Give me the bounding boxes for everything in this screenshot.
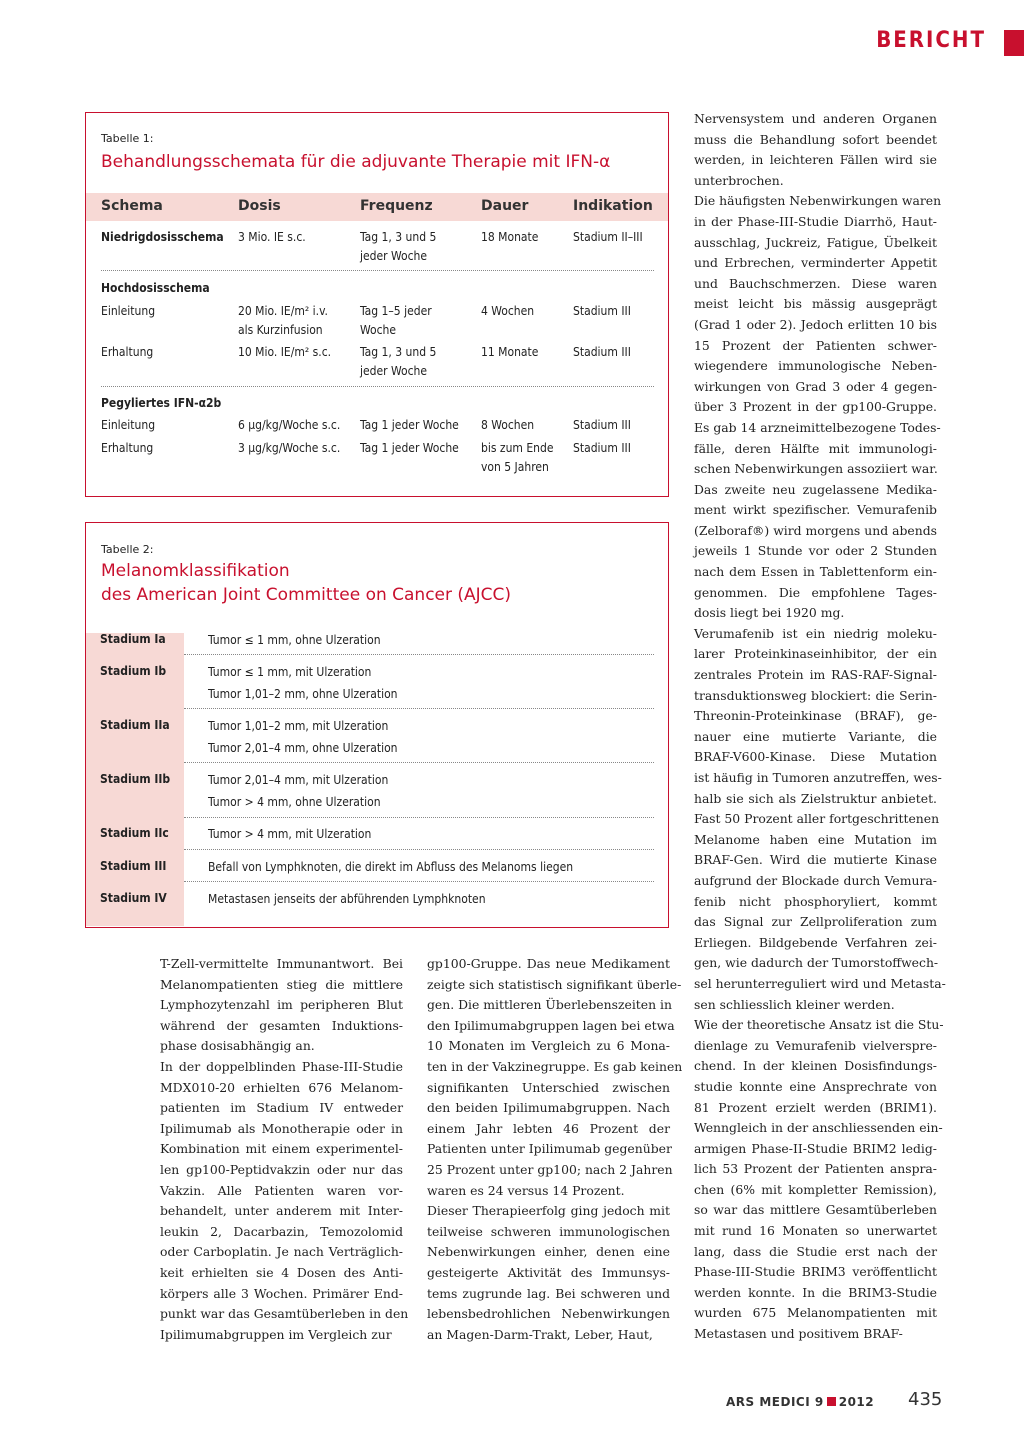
text-line: gen, wie dadurch der Tumorstoffwech- bbox=[694, 955, 939, 971]
stage-description: Tumor > 4 mm, ohne Ulzeration bbox=[208, 795, 381, 809]
text-line: Nebenwirkungen einher, denen eine bbox=[427, 1244, 670, 1260]
row-divider bbox=[101, 386, 654, 387]
text-line: Wie der theoretische Ansatz ist die Stu- bbox=[694, 1017, 944, 1033]
text-line: Es gab 14 arzneimittelbezogene Todes- bbox=[694, 419, 941, 435]
stage-description: Tumor 2,01–4 mm, mit Ulzeration bbox=[208, 773, 389, 787]
text-line: ist häufig in Tumoren anzutreffen, wes- bbox=[694, 770, 942, 785]
text-line: Kombination mit einem experimentel- bbox=[160, 1141, 403, 1157]
text-line: körpers alle 3 Wochen. Primärer End- bbox=[160, 1285, 403, 1301]
row-divider bbox=[184, 654, 654, 655]
text-line: Das zweite neu zugelassene Medika- bbox=[694, 481, 937, 497]
table-cell: Erhaltung bbox=[101, 441, 154, 455]
text-line: das Signal zur Zellproliferation zum bbox=[694, 914, 937, 930]
text-line: an Magen-Darm-Trakt, Leber, Haut, bbox=[427, 1326, 653, 1342]
text-line: tems zugrunde lag. Bei schweren und bbox=[427, 1285, 670, 1301]
text-line: len gp100-Peptidvakzin oder nur das bbox=[160, 1161, 403, 1177]
stage-label: Stadium IV bbox=[100, 891, 167, 905]
row-divider bbox=[101, 270, 654, 271]
journal-year: 2012 bbox=[838, 1395, 875, 1409]
text-line: genommen. Die empfohlene Tages- bbox=[694, 584, 937, 600]
stage-description: Tumor 2,01–4 mm, ohne Ulzeration bbox=[208, 741, 398, 755]
table1-header-row bbox=[86, 193, 668, 221]
text-line: über 3 Prozent in der gp100-Gruppe. bbox=[694, 399, 937, 415]
text-line: keit erhielten sie 4 Dosen des Anti- bbox=[160, 1264, 403, 1280]
text-line: Dieser Therapieerfolg ging jedoch mit bbox=[427, 1203, 670, 1219]
journal-title: ARS MEDICI 9 bbox=[726, 1395, 824, 1409]
text-line: lebensbedrohlichen Nebenwirkungen bbox=[427, 1306, 670, 1322]
table-cell: Tag 1 jeder Woche bbox=[360, 441, 459, 455]
section-label: BERICHT bbox=[876, 28, 986, 53]
text-line: Nervensystem und anderen Organen bbox=[694, 111, 937, 126]
text-line: patienten im Stadium IV entweder bbox=[160, 1100, 403, 1116]
table-cell: Tag 1, 3 und 5 bbox=[360, 345, 437, 359]
text-line: Patienten unter Ipilimumab gegenüber bbox=[427, 1141, 672, 1157]
table-cell: Einleitung bbox=[101, 418, 156, 432]
text-line: MDX010-20 erhielten 676 Melanom- bbox=[160, 1079, 403, 1095]
text-line: Lymphozytenzahl im peripheren Blut bbox=[160, 997, 403, 1013]
text-line: T-Zell-vermittelte Immunantwort. Bei bbox=[160, 956, 403, 971]
table-cell: jeder Woche bbox=[360, 249, 428, 263]
table2-title-line1: Melanomklassifikation bbox=[101, 561, 290, 581]
text-line: Ipilimumab als Monotherapie oder in bbox=[160, 1120, 403, 1136]
table-cell: als Kurzinfusion bbox=[238, 323, 323, 337]
table-cell: Niedrigdosisschema bbox=[101, 230, 224, 244]
text-line: Erliegen. Bildgebende Verfahren zei- bbox=[694, 934, 937, 950]
text-line: nach dem Essen in Tablettenform ein- bbox=[694, 564, 937, 580]
text-line: chen (6% mit kompletter Remission), bbox=[694, 1181, 937, 1197]
table2-box bbox=[85, 522, 669, 928]
text-line: phase dosisabhängig an. bbox=[160, 1038, 315, 1054]
row-divider bbox=[184, 762, 654, 763]
text-line: werden, in leichteren Fällen wird sie bbox=[694, 152, 937, 168]
row-divider bbox=[184, 881, 654, 882]
text-line: ausschlag, Juckreiz, Fatigue, Übelkeit bbox=[694, 234, 937, 250]
body-column-2 bbox=[427, 954, 683, 1345]
text-line: Verumafenib ist ein niedrig moleku- bbox=[694, 625, 937, 641]
table-cell: Tag 1–5 jeder bbox=[360, 304, 432, 318]
text-line: 10 Monaten im Vergleich zu 6 Mona- bbox=[427, 1038, 670, 1054]
text-line: Fast 50 Prozent aller fortgeschrittenen bbox=[694, 811, 940, 827]
text-line: Phase-III-Studie BRIM3 veröffentlicht bbox=[694, 1264, 937, 1280]
text-line: ment wirkt spezifischer. Vemurafenib bbox=[694, 502, 937, 518]
text-line: in der Phase-III-Studie Diarrhö, Haut- bbox=[694, 213, 937, 229]
page-number: 435 bbox=[908, 1389, 943, 1410]
table-cell: Stadium III bbox=[573, 418, 631, 432]
stage-label: Stadium III bbox=[100, 859, 167, 873]
text-line: den beiden Ipilimumabgruppen. Nach bbox=[427, 1100, 670, 1116]
text-line: gp100-Gruppe. Das neue Medikament bbox=[427, 956, 670, 971]
table-cell: Stadium III bbox=[573, 304, 631, 318]
text-line: signifikanten Unterschied zwischen bbox=[427, 1079, 670, 1095]
column-header: Frequenz bbox=[360, 198, 433, 214]
text-line: sel herunterreguliert wird und Metasta- bbox=[694, 975, 946, 991]
text-line: fenib nicht phosphoryliert, kommt bbox=[694, 893, 937, 909]
row-divider bbox=[184, 849, 654, 850]
table2-label: Tabelle 2: bbox=[101, 543, 154, 556]
text-line: gesteigerte Aktivität des Immunsys- bbox=[427, 1264, 670, 1280]
text-line: (Grad 1 oder 2). Jedoch erlitten 10 bis bbox=[694, 316, 937, 332]
body-column-3 bbox=[694, 109, 946, 1345]
text-line: lich 53 Prozent der Patienten anspra- bbox=[694, 1161, 937, 1177]
stage-label: Stadium Ib bbox=[100, 664, 167, 678]
text-line: den Ipilimumabgruppen lagen bei etwa bbox=[427, 1017, 675, 1033]
table-cell: von 5 Jahren bbox=[481, 460, 549, 474]
table-cell: 6 µg/kg/Woche s.c. bbox=[238, 418, 341, 432]
column-header: Indikation bbox=[573, 198, 653, 214]
text-line: dienlage zu Vemurafenib vielverspre- bbox=[694, 1037, 937, 1053]
stage-description: Tumor ≤ 1 mm, ohne Ulzeration bbox=[208, 633, 381, 647]
text-line: teilweise schweren immunologischen bbox=[427, 1223, 670, 1239]
text-line: 25 Prozent unter gp100; nach 2 Jahren bbox=[427, 1161, 673, 1177]
text-line: schen Nebenwirkungen assoziiert war. bbox=[694, 461, 938, 477]
text-line: Vakzin. Alle Patienten waren vor- bbox=[160, 1182, 403, 1198]
stage-description: Tumor > 4 mm, mit Ulzeration bbox=[208, 827, 372, 841]
text-line: wiegendere immunologische Neben- bbox=[694, 358, 937, 374]
table-cell: Stadium III bbox=[573, 345, 631, 359]
table2-title-line2: des American Joint Committee on Cancer (AJCC) bbox=[101, 585, 512, 605]
text-line: armigen Phase-II-Studie BRIM2 ledig- bbox=[694, 1140, 937, 1156]
stage-label: Stadium IIc bbox=[100, 826, 169, 840]
text-line: waren es 24 versus 14 Prozent. bbox=[427, 1182, 625, 1198]
table-group-label: Hochdosisschema bbox=[101, 281, 210, 295]
table-cell: 20 Mio. IE/m² i.v. bbox=[238, 304, 328, 318]
table-cell: 8 Wochen bbox=[481, 418, 535, 432]
text-line: punkt war das Gesamtüberleben in den bbox=[160, 1306, 409, 1322]
table-cell: 4 Wochen bbox=[481, 304, 535, 318]
text-line: fälle, deren Hälfte mit immunologi- bbox=[694, 440, 937, 456]
text-line: behandelt, unter anderem mit Inter- bbox=[160, 1203, 403, 1219]
text-line: BRAF-V600-Kinase. Diese Mutation bbox=[694, 749, 937, 765]
text-line: halb sie sich als Zielstruktur anbietet. bbox=[694, 790, 937, 806]
text-line: Wenngleich in der anschliessenden ein- bbox=[694, 1120, 943, 1136]
column-header: Dosis bbox=[238, 198, 281, 214]
table-cell: bis zum Ende bbox=[481, 441, 554, 455]
text-line: gen. Die mittleren Überlebenszeiten in bbox=[427, 997, 672, 1013]
text-line: (Zelboraf®) wird morgens und abends bbox=[694, 522, 937, 538]
table-cell: 10 Mio. IE/m² s.c. bbox=[238, 345, 332, 359]
text-line: Metastasen und positivem BRAF- bbox=[694, 1326, 903, 1342]
text-line: Melanome haben eine Mutation im bbox=[694, 831, 937, 847]
text-line: meist leicht bis mässig ausgeprägt bbox=[694, 296, 937, 312]
text-line: In der doppelblinden Phase-III-Studie bbox=[160, 1058, 403, 1074]
stage-label: Stadium IIa bbox=[100, 718, 170, 732]
text-line: nauer eine mutierte Variante, die bbox=[694, 728, 937, 744]
journal-name bbox=[726, 1395, 874, 1409]
text-line: Melanompatienten stieg die mittlere bbox=[160, 976, 403, 992]
table-cell: Einleitung bbox=[101, 304, 156, 318]
text-line: Die häufigsten Nebenwirkungen waren bbox=[694, 193, 942, 209]
text-line: lang, dass die Studie erst nach der bbox=[694, 1243, 937, 1259]
table-cell: 3 µg/kg/Woche s.c. bbox=[238, 441, 341, 455]
text-line: sen schliesslich kleiner werden. bbox=[694, 996, 895, 1012]
text-line: wurden 675 Melanompatienten mit bbox=[694, 1305, 937, 1321]
text-line: Threonin-Proteinkinase (BRAF), ge- bbox=[694, 708, 937, 724]
stage-description: Tumor 1,01–2 mm, mit Ulzeration bbox=[208, 719, 389, 733]
text-line: leukin 2, Dacarbazin, Temozolomid bbox=[160, 1223, 403, 1239]
table-cell: jeder Woche bbox=[360, 364, 428, 378]
stage-label: Stadium IIb bbox=[100, 772, 171, 786]
separator-square bbox=[827, 1397, 836, 1406]
text-line: unterbrochen. bbox=[694, 172, 784, 188]
table-cell: Tag 1, 3 und 5 bbox=[360, 230, 437, 244]
text-line: mit rund 16 Monaten so unerwartet bbox=[694, 1223, 937, 1239]
text-line: studie konnte eine Ansprechrate von bbox=[694, 1078, 937, 1094]
stage-description: Befall von Lymphknoten, die direkt im Abfluss des Melanoms liegen bbox=[208, 860, 574, 874]
text-line: aufgrund der Blockade durch Vemura- bbox=[694, 872, 937, 888]
text-line: muss die Behandlung sofort beendet bbox=[694, 131, 937, 147]
text-line: 15 Prozent der Patienten schwer- bbox=[694, 337, 937, 353]
column-header: Dauer bbox=[481, 198, 529, 214]
text-line: zeigte sich statistisch signifikant überle- bbox=[427, 976, 682, 992]
text-line: oder Carboplatin. Je nach Verträglich- bbox=[160, 1244, 403, 1260]
text-line: so war das mittlere Gesamtüberleben bbox=[694, 1202, 937, 1218]
stage-description: Tumor 1,01–2 mm, ohne Ulzeration bbox=[208, 687, 398, 701]
table-cell: 3 Mio. IE s.c. bbox=[238, 230, 306, 244]
section-marker bbox=[1004, 30, 1024, 56]
text-line: wirkungen von Grad 3 oder 4 gegen- bbox=[694, 378, 937, 394]
text-line: dosis liegt bei 1920 mg. bbox=[694, 605, 845, 621]
text-line: und Erbrechen, verminderter Appetit bbox=[694, 255, 937, 271]
stage-description: Metastasen jenseits der abführenden Lymphknoten bbox=[208, 892, 486, 906]
table-cell: 18 Monate bbox=[481, 230, 539, 244]
table-cell: Tag 1 jeder Woche bbox=[360, 418, 459, 432]
table-cell: Woche bbox=[360, 323, 396, 337]
row-divider bbox=[184, 817, 654, 818]
text-line: transduktionsweg blockiert: die Serin- bbox=[694, 687, 937, 703]
table-group-label: Pegyliertes IFN-α2b bbox=[101, 396, 222, 410]
text-line: jeweils 1 Stunde vor oder 2 Stunden bbox=[694, 543, 937, 559]
table-cell: Erhaltung bbox=[101, 345, 154, 359]
body-column-1 bbox=[160, 954, 409, 1345]
stage-description: Tumor ≤ 1 mm, mit Ulzeration bbox=[208, 665, 372, 679]
text-line: während der gesamten Induktions- bbox=[160, 1017, 403, 1033]
text-line: larer Proteinkinaseinhibitor, der ein bbox=[694, 646, 937, 662]
table-cell: 11 Monate bbox=[481, 345, 539, 359]
text-line: chend. In der kleinen Dosisfindungs- bbox=[694, 1058, 937, 1074]
text-line: und Bauchschmerzen. Diese waren bbox=[694, 275, 937, 291]
table-cell: Stadium II–III bbox=[573, 230, 643, 244]
row-divider bbox=[184, 708, 654, 709]
column-header: Schema bbox=[101, 198, 163, 214]
text-line: 81 Prozent erzielt werden (BRIM1). bbox=[694, 1099, 937, 1115]
text-line: zentrales Protein im RAS-RAF-Signal- bbox=[694, 667, 937, 683]
table1-label: Tabelle 1: bbox=[101, 132, 154, 145]
text-line: Ipilimumabgruppen im Vergleich zur bbox=[160, 1326, 392, 1342]
text-line: ten in der Vakzinegruppe. Es gab keinen bbox=[427, 1058, 683, 1074]
text-line: werden konnte. In die BRIM3-Studie bbox=[694, 1284, 937, 1300]
table1-box bbox=[85, 112, 669, 497]
table-cell: Stadium III bbox=[573, 441, 631, 455]
text-line: BRAF-Gen. Wird die mutierte Kinase bbox=[694, 852, 937, 868]
text-line: einem Jahr lebten 46 Prozent der bbox=[427, 1120, 670, 1136]
table1-title: Behandlungsschemata für die adjuvante Therapie mit IFN-α bbox=[101, 152, 611, 172]
stage-label: Stadium Ia bbox=[100, 632, 166, 646]
